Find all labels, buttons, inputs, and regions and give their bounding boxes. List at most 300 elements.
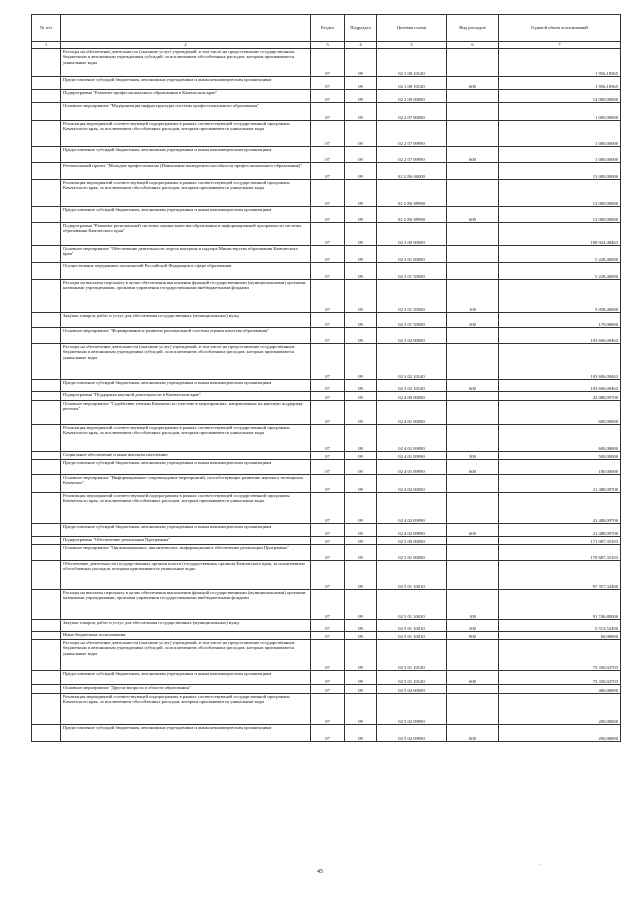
row-target-cell: 02 3 01 59500 — [377, 263, 447, 280]
row-razdel-cell: 07 — [311, 493, 345, 524]
row-num-cell — [32, 561, 61, 590]
budget-table — [31, 14, 621, 742]
row-sum-cell: 400,00000 — [499, 685, 621, 694]
row-name-cell: Подпрограмма "Развитие региональной системы оценки качества образования и информационной прозрачности системы образования Камчатского края" — [61, 223, 311, 246]
row-num-cell — [32, 460, 61, 475]
page-number: 45 — [317, 869, 323, 875]
row-podrazdel-cell: 09 — [345, 632, 377, 640]
header-target: Целевая статья — [377, 15, 447, 42]
table-row — [32, 694, 621, 725]
row-vid-cell: 600 — [447, 725, 499, 742]
row-target-cell: 02 5 01 10010 — [377, 590, 447, 620]
row-podrazdel-cell: 09 — [345, 545, 377, 561]
row-target-cell: 02 5 02 09990 — [377, 725, 447, 742]
table-row — [32, 163, 621, 180]
row-num-cell — [32, 246, 61, 263]
column-number: 4 — [345, 42, 377, 49]
row-razdel-cell: 07 — [311, 537, 345, 545]
row-sum-cell: 108 924,48463 — [499, 223, 621, 246]
row-target-cell: 02 1 08 10140 — [377, 77, 447, 90]
row-vid-cell: 100 — [447, 280, 499, 313]
column-number: 6 — [447, 42, 499, 49]
row-num-cell — [32, 163, 61, 180]
row-name-cell: Расходы на обеспечение деятельности (оказание услуг) учреждений, в том числе на предоставление государственным бюджетным и автономным учреждениям субсидий, за исключением обособленных расходов, которым присваиваются уникальные коды — [61, 640, 311, 671]
row-target-cell: 02 2 00 00000 — [377, 90, 447, 103]
row-razdel-cell: 07 — [311, 590, 345, 620]
row-podrazdel-cell: 09 — [345, 103, 377, 121]
row-podrazdel-cell: 09 — [345, 452, 377, 460]
row-num-cell — [32, 425, 61, 452]
row-vid-cell — [447, 90, 499, 103]
table-row — [32, 671, 621, 685]
row-target-cell: 02 2 E6 09990 — [377, 180, 447, 207]
row-target-cell: 02 3 02 00000 — [377, 328, 447, 344]
row-vid-cell — [447, 328, 499, 344]
row-podrazdel-cell: 09 — [345, 90, 377, 103]
row-sum-cell: 5 228,40000 — [499, 263, 621, 280]
row-vid-cell — [447, 223, 499, 246]
row-sum-cell: 13 000,00000 — [499, 180, 621, 207]
column-number: 1 — [32, 42, 61, 49]
row-razdel-cell: 07 — [311, 460, 345, 475]
row-podrazdel-cell: 09 — [345, 147, 377, 163]
row-name-cell: Реализация мероприятий соответствующей подпрограммы в рамках соответствующей государственной программы Камчатского края, за исключением обособленных расходов, которым присваиваются уникальные коды — [61, 121, 311, 147]
row-podrazdel-cell: 09 — [345, 121, 377, 147]
row-sum-cell: 103 696,09463 — [499, 380, 621, 392]
row-podrazdel-cell: 09 — [345, 524, 377, 537]
row-num-cell — [32, 537, 61, 545]
row-num-cell — [32, 392, 61, 401]
row-sum-cell: 200,00000 — [499, 725, 621, 742]
row-podrazdel-cell: 09 — [345, 401, 377, 425]
row-razdel-cell: 07 — [311, 545, 345, 561]
row-podrazdel-cell: 09 — [345, 380, 377, 392]
row-razdel-cell: 07 — [311, 425, 345, 452]
row-vid-cell: 200 — [447, 620, 499, 632]
row-target-cell: 02 3 01 00000 — [377, 246, 447, 263]
column-number-row — [32, 42, 621, 49]
row-sum-cell: 14 000,00000 — [499, 90, 621, 103]
row-name-cell: Осуществление переданных полномочий Российской Федерации в сфере образования — [61, 263, 311, 280]
table-row — [32, 640, 621, 671]
row-vid-cell — [447, 493, 499, 524]
row-num-cell — [32, 147, 61, 163]
row-num-cell — [32, 49, 61, 77]
table-row — [32, 90, 621, 103]
row-num-cell — [32, 401, 61, 425]
table-row — [32, 313, 621, 328]
row-target-cell: 02 5 02 09990 — [377, 694, 447, 725]
table-row — [32, 328, 621, 344]
row-podrazdel-cell: 09 — [345, 561, 377, 590]
row-sum-cell: 97 357,32400 — [499, 561, 621, 590]
row-name-cell: Расходы на обеспечение деятельности (оказание услуг) учреждений, в том числе на предоставление государственным бюджетным и автономным учреждениям субсидий, за исключением обособленных расходов, которым присваиваются уникальные коды — [61, 49, 311, 77]
row-name-cell: Социальное обеспечение и иные выплаты населению — [61, 452, 311, 460]
row-num-cell — [32, 685, 61, 694]
header-num: № п/п — [32, 15, 61, 42]
row-sum-cell: 73 330,02703 — [499, 640, 621, 671]
table-row — [32, 725, 621, 742]
row-razdel-cell: 07 — [311, 328, 345, 344]
row-name-cell: Реализация мероприятий соответствующей подпрограммы в рамках соответствующей государственной программы Камчатского края, за исключением обособленных расходов, которым присваиваются уникальные коды — [61, 425, 311, 452]
row-name-cell: Основное мероприятие "Другие вопросы в области образования" — [61, 685, 311, 694]
row-target-cell: 02 4 02 09990 — [377, 524, 447, 537]
row-vid-cell: 600 — [447, 460, 499, 475]
row-num-cell — [32, 493, 61, 524]
row-num-cell — [32, 280, 61, 313]
row-sum-cell: 1 956,18565 — [499, 49, 621, 77]
row-podrazdel-cell: 09 — [345, 280, 377, 313]
row-vid-cell: 200 — [447, 313, 499, 328]
row-name-cell: Предоставление субсидий бюджетным, автономным учреждениям и иным некоммерческим организациям — [61, 380, 311, 392]
row-razdel-cell: 07 — [311, 103, 345, 121]
row-sum-cell: 103 696,09463 — [499, 344, 621, 380]
row-vid-cell: 300 — [447, 452, 499, 460]
row-podrazdel-cell: 09 — [345, 425, 377, 452]
row-num-cell — [32, 344, 61, 380]
row-sum-cell: 500,00000 — [499, 452, 621, 460]
table-row — [32, 537, 621, 545]
row-podrazdel-cell: 09 — [345, 590, 377, 620]
table-row — [32, 380, 621, 392]
row-podrazdel-cell: 09 — [345, 207, 377, 223]
row-vid-cell: 600 — [447, 671, 499, 685]
row-target-cell: 02 3 00 00000 — [377, 223, 447, 246]
row-num-cell — [32, 328, 61, 344]
row-vid-cell — [447, 121, 499, 147]
row-razdel-cell: 07 — [311, 147, 345, 163]
row-razdel-cell: 07 — [311, 475, 345, 493]
row-target-cell: 02 5 02 00000 — [377, 685, 447, 694]
row-num-cell — [32, 524, 61, 537]
row-vid-cell — [447, 425, 499, 452]
row-sum-cell: 13 000,00000 — [499, 163, 621, 180]
row-name-cell: Предоставление субсидий бюджетным, автономным учреждениям и иным некоммерческим организациям — [61, 147, 311, 163]
row-vid-cell — [447, 344, 499, 380]
row-num-cell — [32, 452, 61, 460]
row-sum-cell: 1 000,00000 — [499, 103, 621, 121]
row-sum-cell: 171 087,35103 — [499, 537, 621, 545]
row-podrazdel-cell: 09 — [345, 640, 377, 671]
row-name-cell: Расходы на выплаты персоналу в целях обеспечения выполнения функций государственными (муниципальными) органами, казенными учреждениями, органами управления государственными внебюджетными фондами — [61, 280, 311, 313]
header-podrazdel: Подраздел — [345, 15, 377, 42]
row-target-cell: 02 1 08 10140 — [377, 49, 447, 77]
row-target-cell: 02 3 02 10140 — [377, 344, 447, 380]
row-razdel-cell: 07 — [311, 561, 345, 590]
row-vid-cell — [447, 246, 499, 263]
row-num-cell — [32, 313, 61, 328]
row-razdel-cell: 07 — [311, 49, 345, 77]
column-number: 7 — [499, 42, 621, 49]
table-row — [32, 475, 621, 493]
row-sum-cell: 1 956,18565 — [499, 77, 621, 90]
row-sum-cell: 170,00000 — [499, 313, 621, 328]
row-vid-cell — [447, 401, 499, 425]
row-num-cell — [32, 620, 61, 632]
row-vid-cell: 600 — [447, 77, 499, 90]
row-vid-cell — [447, 49, 499, 77]
row-target-cell: 02 5 01 10010 — [377, 632, 447, 640]
row-num-cell — [32, 380, 61, 392]
row-name-cell: Подпрограмма "Поддержка научной деятельности в Камчатском крае" — [61, 392, 311, 401]
table-row — [32, 460, 621, 475]
row-num-cell — [32, 671, 61, 685]
row-name-cell: Основное мероприятие "Информационное сопровождение мероприятий, способствующих развитию научного потенциала Камчатки" — [61, 475, 311, 493]
table-body — [32, 49, 621, 742]
row-sum-cell: 5 512,52400 — [499, 620, 621, 632]
table-row — [32, 620, 621, 632]
row-podrazdel-cell: 09 — [345, 685, 377, 694]
table-row — [32, 401, 621, 425]
row-target-cell: 02 5 00 00000 — [377, 537, 447, 545]
row-num-cell — [32, 725, 61, 742]
column-number: 3 — [311, 42, 345, 49]
row-target-cell: 02 2 E6 09990 — [377, 207, 447, 223]
row-razdel-cell: 07 — [311, 121, 345, 147]
table-row — [32, 425, 621, 452]
row-razdel-cell: 07 — [311, 223, 345, 246]
row-name-cell: Основное мероприятие "Организационное, аналитическое, информационное обеспечение реализации Программы" — [61, 545, 311, 561]
row-num-cell — [32, 263, 61, 280]
row-target-cell: 02 3 01 59500 — [377, 280, 447, 313]
row-podrazdel-cell: 09 — [345, 313, 377, 328]
row-target-cell: 02 2 07 09990 — [377, 121, 447, 147]
row-name-cell: Иные бюджетные ассигнования — [61, 632, 311, 640]
table-header-row — [32, 15, 621, 42]
row-podrazdel-cell: 09 — [345, 246, 377, 263]
row-razdel-cell: 07 — [311, 344, 345, 380]
table-row — [32, 103, 621, 121]
row-num-cell — [32, 90, 61, 103]
row-podrazdel-cell: 09 — [345, 671, 377, 685]
row-num-cell — [32, 632, 61, 640]
row-num-cell — [32, 207, 61, 223]
table-row — [32, 77, 621, 90]
row-razdel-cell: 07 — [311, 632, 345, 640]
table-row — [32, 180, 621, 207]
row-podrazdel-cell: 09 — [345, 49, 377, 77]
column-number: 2 — [61, 42, 311, 49]
row-name-cell: Предоставление субсидий бюджетным, автономным учреждениям и иным некоммерческим организациям — [61, 77, 311, 90]
row-podrazdel-cell: 09 — [345, 460, 377, 475]
table-row — [32, 121, 621, 147]
table-row — [32, 147, 621, 163]
row-sum-cell: 1 000,00000 — [499, 121, 621, 147]
table-row — [32, 392, 621, 401]
column-number: 5 — [377, 42, 447, 49]
table-row — [32, 545, 621, 561]
row-target-cell: 02 4 00 00000 — [377, 392, 447, 401]
row-target-cell: 02 2 E6 00000 — [377, 163, 447, 180]
row-podrazdel-cell: 09 — [345, 694, 377, 725]
table-row — [32, 49, 621, 77]
row-name-cell: Предоставление субсидий бюджетным, автономным учреждениям и иным некоммерческим организациям — [61, 524, 311, 537]
row-vid-cell — [447, 103, 499, 121]
row-razdel-cell: 07 — [311, 163, 345, 180]
row-name-cell: Закупка товаров, работ и услуг для обеспечения государственных (муниципальных) нужд — [61, 620, 311, 632]
table-row — [32, 344, 621, 380]
row-name-cell: Расходы на выплаты персоналу в целях обеспечения выполнения функций государственными (муниципальными) органами, казенными учреждениями, органами управления государственными внебюджетными фондами — [61, 590, 311, 620]
row-razdel-cell: 07 — [311, 263, 345, 280]
row-podrazdel-cell: 09 — [345, 620, 377, 632]
row-sum-cell: 600,00000 — [499, 425, 621, 452]
row-vid-cell — [447, 685, 499, 694]
row-sum-cell: 170 687,35103 — [499, 545, 621, 561]
row-vid-cell — [447, 545, 499, 561]
row-target-cell: 02 5 01 00000 — [377, 545, 447, 561]
row-name-cell: Реализация мероприятий соответствующей подпрограммы в рамках соответствующей государственной программы Камчатского края, за исключением обособленных расходов, которым присваиваются уникальные коды — [61, 180, 311, 207]
row-target-cell: 02 5 01 10010 — [377, 561, 447, 590]
row-target-cell: 02 5 01 10140 — [377, 671, 447, 685]
row-vid-cell: 800 — [447, 632, 499, 640]
row-target-cell: 02 2 07 00000 — [377, 103, 447, 121]
row-num-cell — [32, 640, 61, 671]
row-name-cell: Основное мероприятие "Модернизация инфраструктуры системы профессионального образования" — [61, 103, 311, 121]
row-target-cell: 02 5 01 10010 — [377, 620, 447, 632]
row-podrazdel-cell: 09 — [345, 163, 377, 180]
row-podrazdel-cell: 09 — [345, 537, 377, 545]
row-target-cell: 02 4 02 09990 — [377, 493, 447, 524]
row-target-cell: 02 3 02 10140 — [377, 380, 447, 392]
table-row — [32, 590, 621, 620]
row-name-cell: Основное мероприятие "Содействие ученым Камчатки по участию в мероприятиях, направленных на научную поддержку региона" — [61, 401, 311, 425]
row-vid-cell — [447, 180, 499, 207]
row-num-cell — [32, 223, 61, 246]
table-row — [32, 685, 621, 694]
row-sum-cell: 91 746,80000 — [499, 590, 621, 620]
row-target-cell: 02 4 01 09990 — [377, 460, 447, 475]
row-vid-cell — [447, 392, 499, 401]
row-sum-cell: 5 058,40000 — [499, 280, 621, 313]
row-name-cell: Основное мероприятие "Формирование и развитие региональной системы оценки качества образования" — [61, 328, 311, 344]
row-num-cell — [32, 590, 61, 620]
row-name-cell: Обеспечение деятельности государственных органов власти (государственных органов) Камчатского края, за исключением обособленных расходов, которым присваиваются уникальные коды — [61, 561, 311, 590]
row-podrazdel-cell: 09 — [345, 180, 377, 207]
row-sum-cell: 73 330,02703 — [499, 671, 621, 685]
row-vid-cell — [447, 537, 499, 545]
row-num-cell — [32, 694, 61, 725]
row-vid-cell — [447, 475, 499, 493]
row-podrazdel-cell: 09 — [345, 77, 377, 90]
row-sum-cell: 103 696,09463 — [499, 328, 621, 344]
header-sum: Годовой объем ассигнований — [499, 15, 621, 42]
row-name-cell: Реализация мероприятий соответствующей подпрограммы в рамках соответствующей государственной программы Камчатского края, за исключением обособленных расходов, которым присваиваются уникальные коды — [61, 493, 311, 524]
row-target-cell: 02 2 07 09990 — [377, 147, 447, 163]
row-podrazdel-cell: 09 — [345, 392, 377, 401]
row-sum-cell: 200,00000 — [499, 694, 621, 725]
row-razdel-cell: 07 — [311, 401, 345, 425]
row-podrazdel-cell: 09 — [345, 328, 377, 344]
table-row — [32, 280, 621, 313]
row-vid-cell: 100 — [447, 590, 499, 620]
row-num-cell — [32, 121, 61, 147]
row-podrazdel-cell: 09 — [345, 725, 377, 742]
row-target-cell: 02 4 01 09990 — [377, 452, 447, 460]
row-vid-cell: 600 — [447, 207, 499, 223]
row-podrazdel-cell: 09 — [345, 344, 377, 380]
row-vid-cell: 600 — [447, 524, 499, 537]
row-name-cell: Расходы на обеспечение деятельности (оказание услуг) учреждений, в том числе на предоставление государственным бюджетным и автономным учреждениям субсидий, за исключением обособленных расходов, которым присваиваются уникальные коды — [61, 344, 311, 380]
header-vid: Вид расходов — [447, 15, 499, 42]
row-num-cell — [32, 475, 61, 493]
row-razdel-cell: 07 — [311, 524, 345, 537]
row-vid-cell — [447, 163, 499, 180]
row-vid-cell — [447, 640, 499, 671]
row-num-cell — [32, 180, 61, 207]
row-num-cell — [32, 77, 61, 90]
row-name-cell: Подпрограмма "Развитие профессионального образования в Камчатском крае" — [61, 90, 311, 103]
row-sum-cell: 21 488,09700 — [499, 493, 621, 524]
table-row — [32, 207, 621, 223]
row-razdel-cell: 07 — [311, 640, 345, 671]
row-razdel-cell: 07 — [311, 620, 345, 632]
row-razdel-cell: 07 — [311, 180, 345, 207]
table-row — [32, 632, 621, 640]
row-razdel-cell: 07 — [311, 207, 345, 223]
row-name-cell: Предоставление субсидий бюджетным, автономным учреждениям и иным некоммерческим организациям — [61, 671, 311, 685]
row-podrazdel-cell: 09 — [345, 475, 377, 493]
row-name-cell: Подпрограмма "Обеспечение реализации Программы" — [61, 537, 311, 545]
row-sum-cell: 60,00000 — [499, 632, 621, 640]
row-razdel-cell: 07 — [311, 90, 345, 103]
header-razdel: Раздел — [311, 15, 345, 42]
row-name-cell: Предоставление субсидий бюджетным, автономным учреждениям и иным некоммерческим организациям — [61, 725, 311, 742]
table-row — [32, 246, 621, 263]
row-sum-cell: 21 488,09700 — [499, 524, 621, 537]
table-row — [32, 263, 621, 280]
row-razdel-cell: 07 — [311, 671, 345, 685]
table-row — [32, 452, 621, 460]
page-mark: . — [540, 862, 542, 867]
row-target-cell: 02 5 01 10140 — [377, 640, 447, 671]
row-name-cell: Предоставление субсидий бюджетным, автономным учреждениям и иным некоммерческим организациям — [61, 207, 311, 223]
row-sum-cell: 21 488,09700 — [499, 475, 621, 493]
row-razdel-cell: 07 — [311, 685, 345, 694]
row-num-cell — [32, 103, 61, 121]
row-vid-cell: 600 — [447, 147, 499, 163]
row-vid-cell — [447, 561, 499, 590]
table-row — [32, 223, 621, 246]
row-razdel-cell: 07 — [311, 452, 345, 460]
row-sum-cell: 1 000,00000 — [499, 147, 621, 163]
row-vid-cell: 600 — [447, 380, 499, 392]
row-name-cell: Предоставление субсидий бюджетным, автономным учреждениям и иным некоммерческим организациям — [61, 460, 311, 475]
row-razdel-cell: 07 — [311, 392, 345, 401]
row-name-cell: Реализация мероприятий соответствующей подпрограммы в рамках соответствующей государственной программы Камчатского края, за исключением обособленных расходов, которым присваиваются уникальные коды — [61, 694, 311, 725]
row-sum-cell: 600,00000 — [499, 401, 621, 425]
row-target-cell: 02 4 01 00000 — [377, 401, 447, 425]
row-vid-cell — [447, 263, 499, 280]
row-podrazdel-cell: 09 — [345, 493, 377, 524]
row-name-cell: Основное мероприятие "Обеспечение деятельности отдела контроля и надзора Министерства образования Камчатского края" — [61, 246, 311, 263]
row-razdel-cell: 07 — [311, 313, 345, 328]
row-razdel-cell: 07 — [311, 725, 345, 742]
table-row — [32, 561, 621, 590]
row-num-cell — [32, 545, 61, 561]
row-sum-cell: 100,00000 — [499, 460, 621, 475]
table-row — [32, 493, 621, 524]
row-target-cell: 02 4 01 09990 — [377, 425, 447, 452]
row-sum-cell: 13 000,00000 — [499, 207, 621, 223]
row-target-cell: 02 3 01 59500 — [377, 313, 447, 328]
row-podrazdel-cell: 09 — [345, 263, 377, 280]
row-podrazdel-cell: 09 — [345, 223, 377, 246]
header-name — [61, 15, 311, 42]
row-razdel-cell: 07 — [311, 694, 345, 725]
row-name-cell: Закупка товаров, работ и услуг для обеспечения государственных (муниципальных) нужд — [61, 313, 311, 328]
row-razdel-cell: 07 — [311, 380, 345, 392]
row-sum-cell: 22 088,09700 — [499, 392, 621, 401]
